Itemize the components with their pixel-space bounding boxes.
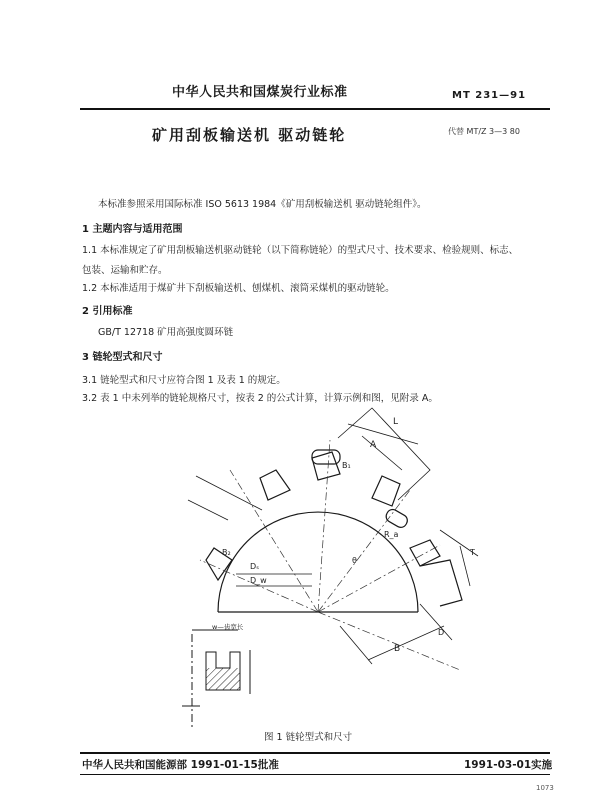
label-Ra: R_a (384, 530, 399, 539)
dim-line-left (196, 476, 262, 510)
label-Dw: D_w (250, 576, 267, 585)
chain-link-right (384, 507, 410, 529)
section-3-2: 3.2 表 1 中未列举的链轮规格尺寸，按表 2 的公式计算，计算示例和图，见附录 A。 (82, 393, 438, 404)
sprocket-tooth-top-right (372, 476, 400, 506)
label-B1: B₁ (342, 461, 351, 470)
sprocket-tooth-top-left (260, 470, 290, 500)
dim-line-left-2 (188, 500, 228, 520)
axis-center-line (318, 612, 460, 670)
dim-line-L (348, 424, 418, 444)
sprocket-body-arc (218, 512, 418, 612)
label-L: L (393, 417, 399, 427)
sprocket-tooth-right (410, 540, 440, 566)
standard-category: 中华人民共和国煤炭行业标准 (172, 85, 348, 100)
label-B: B (394, 644, 401, 654)
section-1-1-line1: 1.1 本标准规定了矿用刮板输送机驱动链轮（以下简称链轮）的型式尺寸、技术要求、检验规则、标志、 (82, 245, 519, 256)
radial-line-1 (230, 470, 318, 612)
dim-line-B-ext2 (340, 626, 372, 664)
document-title: 矿用刮板输送机 驱动链轮 (152, 126, 347, 144)
footer-rule-top (80, 752, 550, 754)
detail-hatch (206, 668, 240, 690)
section-3-heading: 3 链轮型式和尺寸 (82, 352, 163, 363)
section-2-reference: GB/T 12718 矿用高强度圆环链 (98, 327, 234, 338)
sprocket-tooth-top (312, 452, 340, 480)
dim-box-top (338, 408, 430, 500)
footer-issuer: 中华人民共和国能源部 1991-01-15批准 (82, 759, 279, 771)
label-Ds: Dₛ (250, 562, 260, 571)
figure-caption: 图 1 链轮型式和尺寸 (264, 732, 353, 743)
radial-line-2 (318, 440, 330, 612)
footer-rule-bottom (80, 774, 550, 775)
side-plate (420, 560, 462, 606)
label-theta: θ (352, 556, 357, 565)
dim-line-A (362, 436, 402, 470)
standard-number: MT 231—91 (452, 90, 527, 101)
label-D: D (438, 628, 445, 637)
section-1-2: 1.2 本标准适用于煤矿井下刮板输送机、刨煤机、滚筒采煤机的驱动链轮。 (82, 283, 395, 294)
dim-line-B (368, 626, 444, 660)
section-2-heading: 2 引用标准 (82, 306, 133, 317)
label-T: T (470, 548, 475, 557)
page-number: 1073 (536, 784, 554, 792)
label-B2: B₂ (222, 548, 231, 557)
radial-line-3 (318, 490, 410, 612)
dim-line-right-2 (460, 546, 470, 586)
label-A: A (370, 440, 377, 450)
replaces-note: 代替 MT/Z 3—3 80 (448, 127, 520, 136)
section-1-heading: 1 主题内容与适用范围 (82, 224, 183, 235)
section-3-1: 3.1 链轮型式和尺寸应符合图 1 及表 1 的规定。 (82, 375, 286, 386)
intro-paragraph: 本标准参照采用国际标准 ISO 5613 1984《矿用刮板输送机 驱动链轮组件》。 (98, 199, 427, 210)
section-1-1-line2: 包装、运输和贮存。 (82, 265, 168, 276)
radial-line-5 (318, 545, 440, 612)
detail-note: w—齿宽长 (212, 623, 244, 631)
footer-effective: 1991-03-01实施 (464, 759, 553, 771)
